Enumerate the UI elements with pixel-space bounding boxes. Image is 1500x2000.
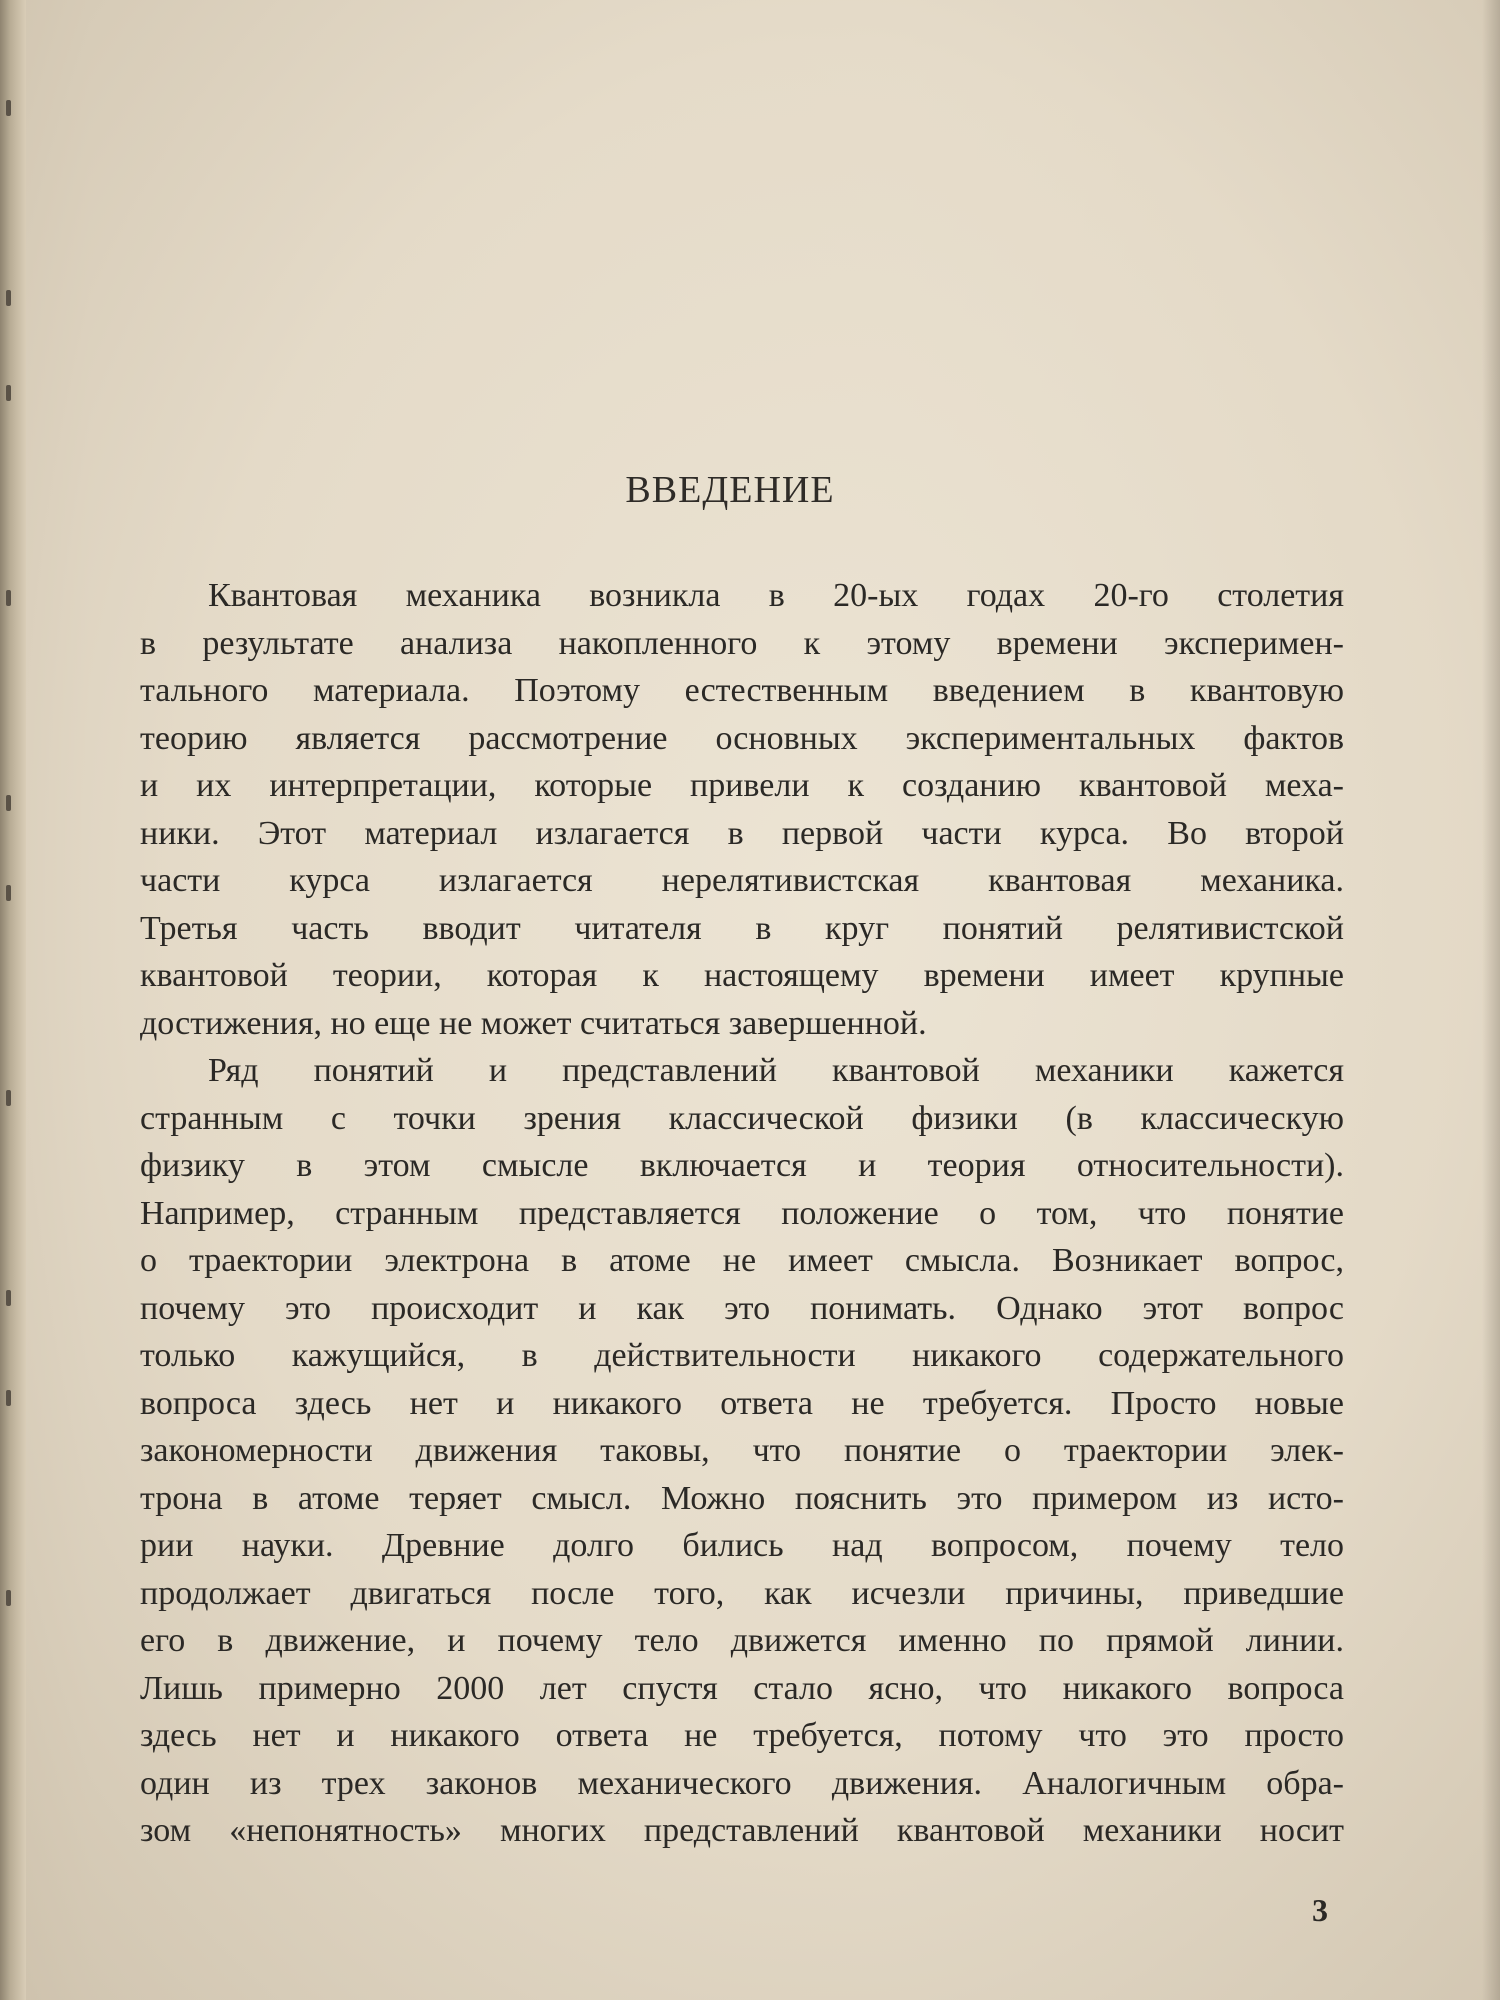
text-line: трона в атоме теряет смысл. Можно пояснить это примером из исто-: [140, 1479, 1344, 1517]
text-line: квантовой теории, которая к настоящему времени имеет крупные: [140, 957, 1344, 994]
text-line: Квантовая механика возникла в 20-ых годах 20-го столетия: [208, 577, 1344, 614]
text-line: и их интерпретации, которые привели к созданию квантовой меха-: [140, 767, 1344, 804]
text-line: Третья часть вводит читателя в круг понятий релятивистской: [140, 909, 1344, 947]
text-line: странным с точки зрения классической физики (в классическую: [140, 1099, 1344, 1137]
binding-mark: [6, 290, 11, 306]
text-line: зом «непонятность» многих представлений квантовой механики носит: [140, 1812, 1344, 1849]
text-line: Лишь примерно 2000 лет спустя стало ясно, что никакого вопроса: [140, 1669, 1344, 1707]
binding-mark: [6, 100, 11, 116]
chapter-heading: ВВЕДЕНИЕ: [625, 469, 835, 511]
text-line: ники. Этот материал излагается в первой части курса. Во второй: [140, 814, 1344, 852]
binding-mark: [6, 1090, 11, 1106]
text-line: тального материала. Поэтому естественным введением в квантовую: [140, 672, 1344, 709]
text-line: продолжает двигаться после того, как исчезли причины, приведшие: [140, 1574, 1344, 1612]
body-text: [140, 572, 1344, 1855]
paragraph-1: [140, 572, 1344, 1047]
binding-mark: [6, 795, 11, 811]
page-number: 3: [1312, 1892, 1328, 1928]
text-line: теорию является рассмотрение основных экспериментальных фактов: [140, 719, 1344, 757]
page-shadow-edge: [1482, 0, 1500, 2000]
binding-mark: [6, 1390, 11, 1406]
text-line: вопроса здесь нет и никакого ответа не требуется. Просто новые: [140, 1384, 1344, 1422]
text-line: его в движение, и почему тело движется именно по прямой линии.: [140, 1622, 1344, 1659]
text-line: закономерности движения таковы, что понятие о траектории элек-: [140, 1432, 1344, 1469]
text-line: в результате анализа накопленного к этому времени эксперимен-: [140, 624, 1344, 662]
text-line: о траектории электрона в атоме не имеет смысла. Возникает вопрос,: [140, 1242, 1344, 1279]
text-line: достижения, но еще не может считаться завершенной.: [140, 1004, 927, 1042]
binding-mark: [6, 1590, 11, 1606]
paragraph-2: [140, 1047, 1344, 1855]
text-line: физику в этом смысле включается и теория относительности).: [140, 1147, 1344, 1184]
text-line: здесь нет и никакого ответа не требуется, потому что это просто: [140, 1717, 1344, 1754]
page-binding-edge: [0, 0, 26, 2000]
text-line: один из трех законов механического движения. Аналогичным обра-: [140, 1764, 1344, 1802]
text-line: Например, странным представляется положение о том, что понятие: [140, 1194, 1344, 1232]
text-line: части курса излагается нерелятивистская квантовая механика.: [140, 862, 1344, 899]
text-line: почему это происходит и как это понимать. Однако этот вопрос: [140, 1289, 1344, 1327]
text-line: рии науки. Древние долго бились над вопросом, почему тело: [140, 1527, 1344, 1564]
text-line: Ряд понятий и представлений квантовой механики кажется: [208, 1052, 1344, 1089]
binding-mark: [6, 385, 11, 401]
binding-mark: [6, 590, 11, 606]
binding-mark: [6, 1290, 11, 1306]
text-line: только кажущийся, в действительности никакого содержательного: [140, 1337, 1344, 1374]
binding-mark: [6, 885, 11, 901]
